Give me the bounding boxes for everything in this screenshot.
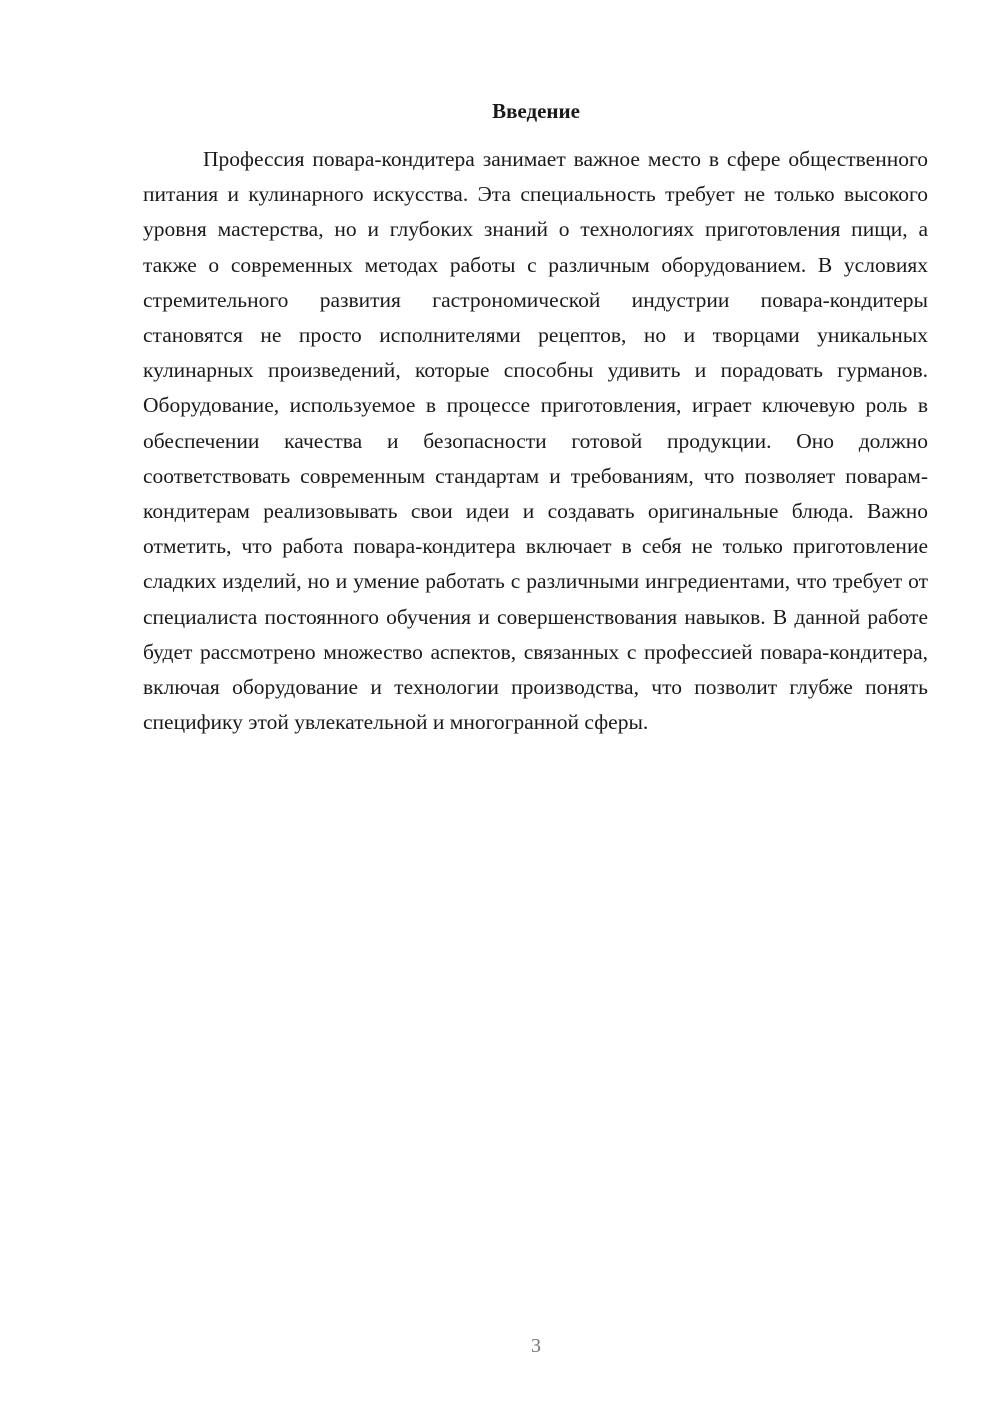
section-heading: Введение [492, 99, 580, 123]
page-number: 3 [531, 1335, 541, 1357]
body-paragraph: Профессия повара-кондитера занимает важное место в сфере общественного питания и кулинарного искусства. Эта специальность требует не только высокого уровня мастерства, но и глубоких знаний о технологиях приготовления пищи, а также о современных методах работы с различным оборудованием. В условиях стремительного развития гастрономической индустрии повара-кондитеры становятся не просто исполнителями рецептов, но и творцами уникальных кулинарных произведений, которые способны удивить и порадовать гурманов. Оборудование, используемое в процессе приготовления, играет ключевую роль в обеспечении качества и безопасности готовой продукции. Оно должно соответствовать современным стандартам и требованиям, что позволяет поварам-кондитерам реализовывать свои идеи и создавать оригинальные блюда. Важно отметить, что работа повара-кондитера включает в себя не только приготовление сладких изделий, но и умение работать с различными ингредиентами, что требует от специалиста постоянного обучения и совершенствования навыков. В данной работе будет рассмотрено множество аспектов, связанных с профессией повара-кондитера, включая оборудование и технологии производства, что позволит глубже понять специфику этой увлекательной и многогранной сферы. [143, 147, 928, 735]
